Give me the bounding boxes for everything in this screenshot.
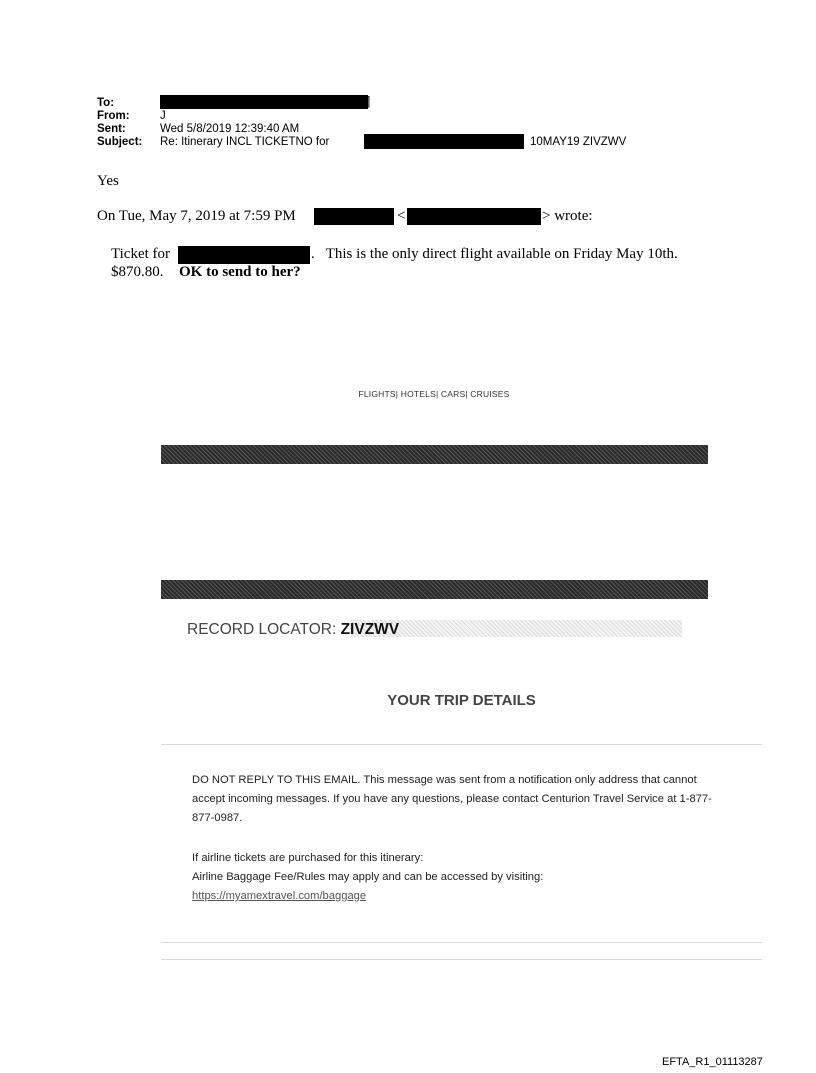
- divider-top: [161, 744, 762, 745]
- sent-label: Sent:: [97, 123, 126, 135]
- quote-intro: On Tue, May 7, 2019 at 7:59 PM: [97, 208, 296, 224]
- redaction-sender-name: [314, 208, 394, 225]
- baggage-link-wrap: [192, 887, 732, 906]
- from-value: J: [160, 110, 166, 122]
- record-locator-label: RECORD LOCATOR:: [187, 621, 341, 638]
- quote-wrote: > wrote:: [542, 208, 593, 224]
- price: $870.80.: [111, 264, 164, 280]
- baggage-line-2: Airline Baggage Fee/Rules may apply and can be accessed by visiting:: [192, 871, 544, 883]
- redaction-passenger: [178, 246, 310, 264]
- reply-text: Yes: [97, 173, 119, 189]
- ticket-rest: . This is the only direct flight available on Friday May 10th.: [311, 246, 678, 262]
- quote-lt: <: [397, 208, 406, 224]
- divider-middle: [161, 942, 762, 943]
- baggage-link[interactable]: https://myamextravel.com/baggage: [192, 890, 367, 902]
- bates-number: EFTA_R1_01113287: [662, 1056, 763, 1068]
- from-label: From:: [97, 110, 130, 122]
- subject-prefix: Re: Itinerary INCL TICKETNO for: [160, 136, 330, 148]
- section-banner-bar: [161, 580, 708, 599]
- header-banner-bar: [161, 445, 708, 464]
- redaction-subject: [364, 134, 524, 149]
- record-locator-value: ZIVZWV: [340, 621, 400, 638]
- ok-question: OK to send to her?: [179, 264, 301, 280]
- sent-value: Wed 5/8/2019 12:39:40 AM: [160, 123, 300, 135]
- redaction-sender-email: [407, 208, 541, 225]
- to-label: To:: [97, 97, 115, 109]
- subject-label: Subject:: [97, 136, 143, 148]
- divider-bottom: [161, 959, 762, 960]
- trip-details-title: YOUR TRIP DETAILS: [387, 692, 536, 709]
- redaction-to: [160, 95, 371, 109]
- to-trailing: ]: [367, 96, 371, 108]
- record-locator: [187, 621, 399, 639]
- no-reply-notice: DO NOT REPLY TO THIS EMAIL. This message was sent from a notification only address that cannot accept incoming messages. If you have any questions, please contact Centurion Travel Service at 1-877-877-0987.: [192, 774, 712, 824]
- record-locator-background: [350, 620, 682, 637]
- baggage-line-1: If airline tickets are purchased for this itinerary:: [192, 852, 424, 864]
- ticket-for: Ticket for: [111, 246, 171, 262]
- subject-suffix: 10MAY19 ZIVZWV: [530, 136, 627, 148]
- travel-nav: FLIGHTS| HOTELS| CARS| CRUISES: [358, 389, 510, 399]
